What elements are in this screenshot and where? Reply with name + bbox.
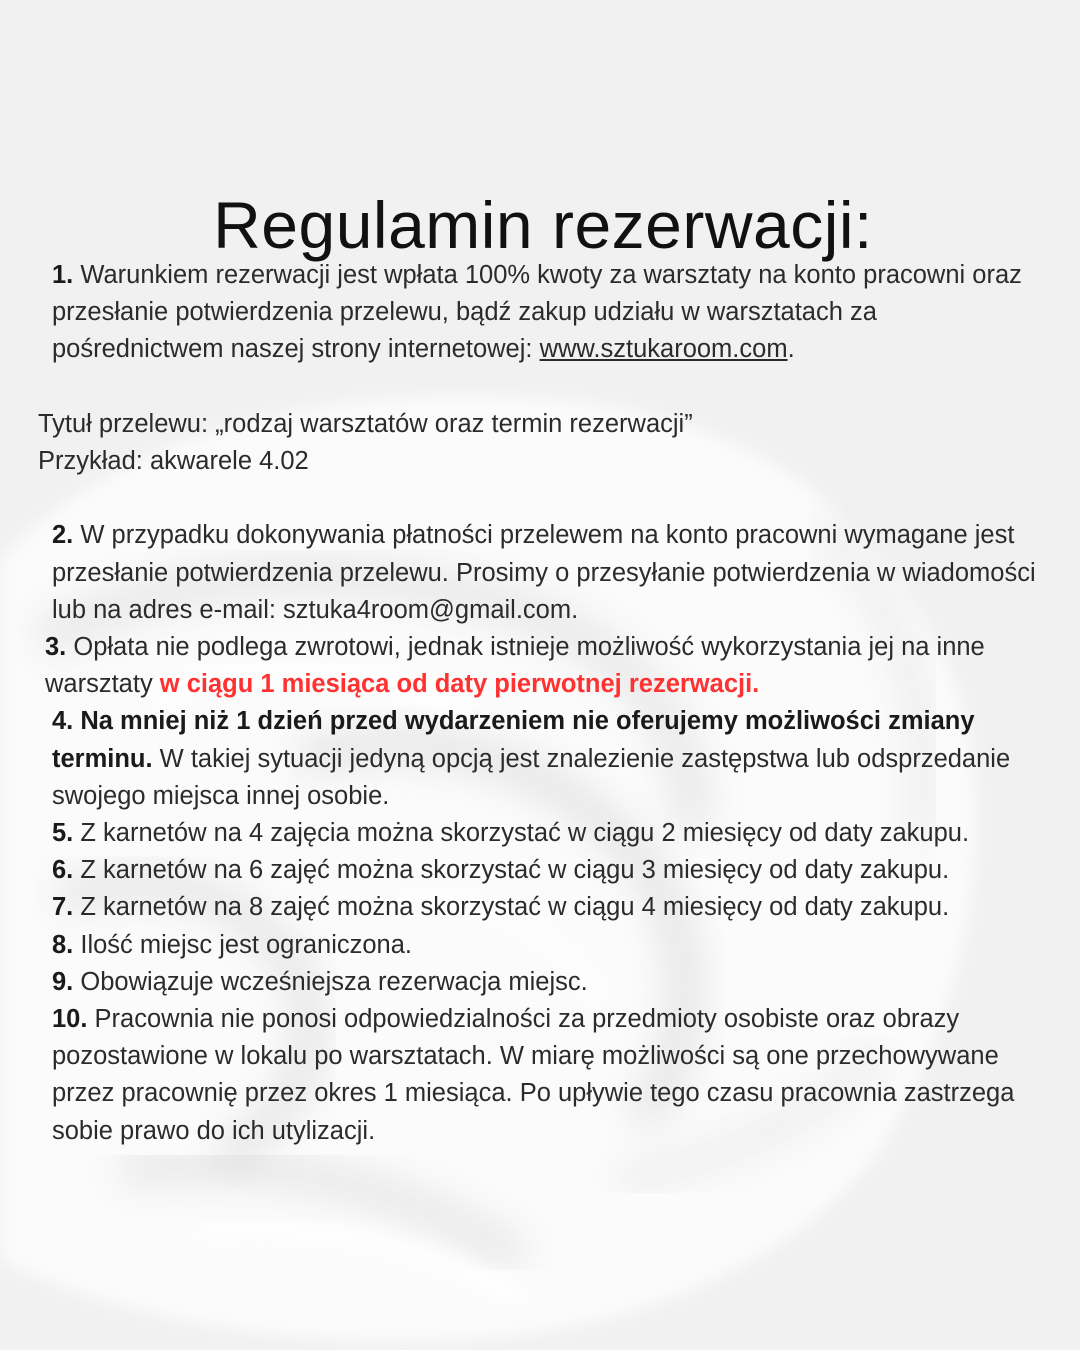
- rule-6: [38, 852, 1048, 889]
- highlighted-deadline: w ciągu 1 miesiąca od daty pierwotnej rezerwacji.: [159, 670, 760, 699]
- rule-number: 8.: [52, 930, 74, 959]
- rule-text: Z karnetów na 6 zajęć można skorzystać w ciągu 3 miesięcy od daty zakupu.: [73, 856, 950, 885]
- rule-9: [38, 964, 1048, 1001]
- rule-7: [38, 889, 1048, 926]
- spacer: [38, 369, 1048, 406]
- rule-number: 9.: [52, 967, 74, 996]
- rule-text: Ilość miejsc jest ograniczona.: [73, 930, 413, 959]
- rule-number: 10.: [52, 1005, 88, 1034]
- rule-1: [38, 257, 1048, 369]
- rule-bold-text: Na mniej niż 1 dzień przed wydarzeniem nie oferujemy możliwości zmiany terminu.: [52, 707, 975, 773]
- rule-8: [38, 927, 1048, 964]
- regulations-content: [38, 185, 1048, 1150]
- spacer: [38, 480, 1048, 517]
- rule-3: [38, 629, 1048, 703]
- rule-number: 6.: [52, 856, 74, 885]
- rule-4: [38, 703, 1048, 815]
- rule-text: Z karnetów na 4 zajęcia można skorzystać w ciągu 2 miesięcy od daty zakupu.: [73, 819, 970, 848]
- regulations-body: [38, 257, 1048, 1150]
- rule-number: 3.: [45, 633, 67, 661]
- rule-5: [38, 815, 1048, 852]
- rule-text: Opłata nie podlega zwrotowi, jednak istnieje możliwość wykorzystania jej na inne warsztaty: [45, 633, 985, 699]
- transfer-title-line: Tytuł przelewu: „rodzaj warsztatów oraz termin rezerwacji”: [38, 409, 693, 438]
- rule-text: Pracownia nie ponosi odpowiedzialności za przedmioty osobiste oraz obrazy pozostawione w lokalu po warsztatach. W miarę możliwości są one przechowywane przez pracownię przez okres 1 miesiąca. Po upływie tego czasu pracownia zastrzega sobie prawo do ich utylizacji.: [52, 1005, 1015, 1145]
- rule-text: W takiej sytuacji jedyną opcją jest znalezienie zastępstwa lub odsprzedanie swojego miejsca innej osobie.: [52, 744, 1011, 810]
- rule-2: [38, 517, 1048, 629]
- website-link[interactable]: www.sztukaroom.com: [539, 335, 788, 364]
- rule-text: Obowiązuje wcześniejsza rezerwacja miejsc.: [73, 967, 588, 996]
- rule-10: [38, 1001, 1048, 1150]
- rule-number: 5.: [52, 819, 74, 848]
- rule-number: 1.: [52, 261, 74, 289]
- rule-text: Z karnetów na 8 zajęć można skorzystać w ciągu 4 miesięcy od daty zakupu.: [73, 893, 950, 922]
- page-title: Regulamin rezerwacji:: [213, 188, 873, 262]
- rule-text: Warunkiem rezerwacji jest wpłata 100% kwoty za warsztaty na konto pracowni oraz przesłanie potwierdzenia przelewu, bądź zakup udziału w warsztatach za pośrednictwem naszej strony internetowej:: [52, 261, 1022, 364]
- rule-number: 4.: [52, 707, 74, 736]
- rule-text: W przypadku dokonywania płatności przelewem na konto pracowni wymagane jest przesłanie potwierdzenia przelewu. Prosimy o przesyłanie potwierdzenia w wiadomości lub na adres e-mail: sztuka4room@gmail.com.: [52, 521, 1036, 624]
- rule-number: 7.: [52, 893, 74, 922]
- rule-number: 2.: [52, 521, 74, 550]
- example-line: Przykład: akwarele 4.02: [38, 447, 309, 475]
- rule-text-end: .: [787, 335, 795, 364]
